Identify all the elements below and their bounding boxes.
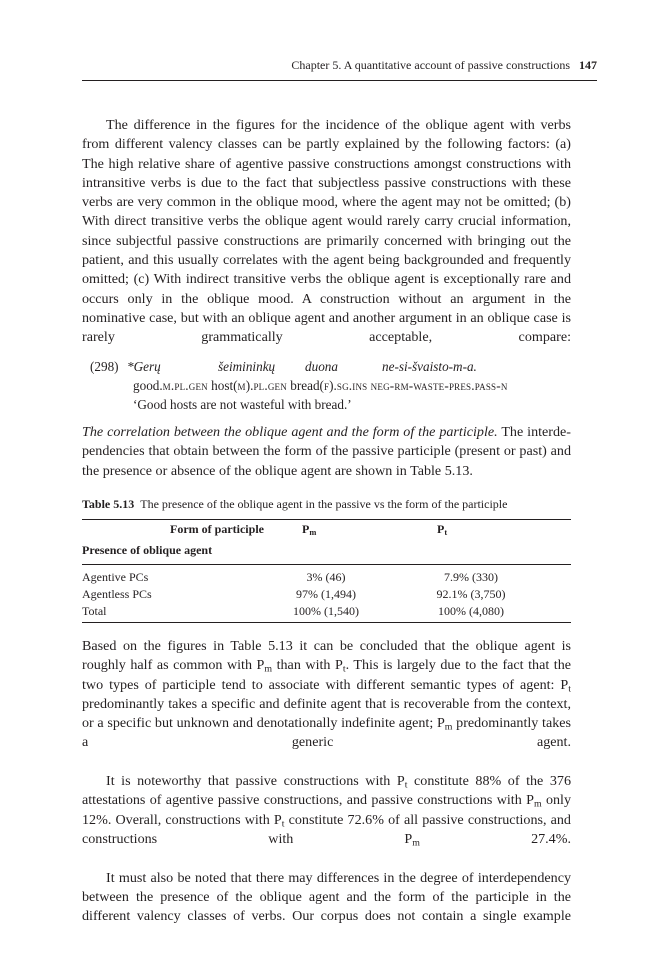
correlation-paragraph-block (82, 423, 571, 481)
table-caption (82, 497, 507, 512)
example-word: duona (305, 359, 338, 374)
gloss-stem: host( (207, 378, 238, 393)
table-caption-text: The presence of the oblique agent in the passive vs the form of the participle (140, 497, 508, 511)
gloss-tag: f (323, 378, 330, 393)
table-header-row (82, 520, 571, 541)
gloss-tag: pl.gen (253, 378, 287, 393)
header-rule (82, 80, 597, 81)
conclusion-paragraph-1: Based on the figures in Table 5.13 it can be concluded that the oblique agent is roughly half as common with $P_m$ than with $P_t$. This is largely due to the fact that the two types of participle tend to associate with different semantic types of agent: $P_t$ predominantly takes a specific and definite agent that is recoverable from the context, or a specific but unknown and denotationally indefinite agent; $P_m$ predominantly takes a generic agent. (82, 638, 571, 751)
cell-pt: 100% (4,080) (438, 604, 504, 618)
cell-pm: 100% (1,540) (293, 604, 359, 618)
row-label: Agentive PCs (82, 570, 149, 584)
row-label: Total (82, 604, 107, 618)
example-word: *Gerų (127, 359, 161, 374)
table-row (82, 568, 571, 585)
page-number: 147 (579, 58, 597, 72)
gloss-stem: bread( (286, 378, 324, 393)
cell-pt: 7.9% (330) (444, 570, 498, 584)
gloss-stem: good. (133, 378, 163, 393)
cell-pt: 92.1% (3,750) (436, 587, 506, 601)
section-run-in-heading: The correlation between the oblique agent and the form of the participle. (82, 424, 498, 440)
example-number: (298) (90, 359, 119, 374)
header-pm: $P_m$ (302, 522, 317, 538)
row-label: Agentless PCs (82, 587, 152, 601)
table-row (82, 602, 571, 619)
conclusion-block (82, 637, 571, 946)
table-5-13 (82, 519, 571, 623)
table-row (82, 585, 571, 602)
example-words-line (90, 357, 508, 376)
example-298 (90, 357, 508, 414)
conclusion-paragraph-3: It must also be noted that there may differences in the degree of interdependency between the presence of the oblique agent and the form of the participle in the different valency classes of verbs. Our corpus does not contain a single example (82, 869, 571, 925)
header-pt: $P_t$ (437, 522, 448, 538)
table-header-row-2 (82, 541, 571, 559)
gloss-tag: m (237, 378, 246, 393)
cell-pm: 3% (46) (306, 570, 346, 584)
correlation-text: The interdependencies that obtain between the form of the passive participle (present or past) and the presence or absence of the oblique agent are shown in Table 5.13. (82, 424, 571, 479)
example-translation: ‘Good hosts are not wasteful with bread.’ (133, 397, 352, 412)
header-presence-of-oblique-agent: Presence of oblique agent (82, 543, 213, 557)
correlation-paragraph (82, 423, 571, 481)
table-label: Table 5.13 (82, 497, 135, 511)
running-title: Chapter 5. A quantitative account of passive constructions (291, 58, 570, 72)
gloss-tag: m.pl.gen (162, 378, 208, 393)
gloss-tag: neg-rm-waste-pres.pass-n (370, 378, 508, 393)
table-body (82, 565, 571, 622)
header-form-of-participle: Form of participle (170, 522, 264, 536)
cell-pm: 97% (1,494) (296, 587, 356, 601)
conclusion-paragraph-2: It is noteworthy that passive constructions with $P_t$ constitute 88% of the 376 attestations of agentive passive constructions, and passive constructions with $P_m$ only 12%. Overall, constructions with $P_t$ constitute 72.6% of all passive constructions, and constructions with $P_m$ 27.4%. (82, 773, 571, 849)
gloss-tag: sg.ins (336, 378, 368, 393)
example-word: šeimininkų (218, 359, 276, 374)
intro-paragraph: The difference in the figures for the incidence of the oblique agent with verbs from different valency classes can be partly explained by the following factors: (a) The high relative share of agentive passive constructions amongst constructions with intransitive verbs is due to the fact that subjectless passive constructions with these verbs are very common in the oblique mood, where the agent may not be omitted; (b) With direct transitive verbs the oblique agent would rarely carry crucial information, since subjectful passive constructions are primarily concerned with bringing out the patient, and this usually correlates with the agent being backgrounded and frequently omitted; (c) With indirect transitive verbs the oblique agent is exceptionally rare and occurs only in the oblique mood. A construction without an argument in the nominative case, but with an oblique agent and another argument in an oblique case is rarely grammatically acceptable, compare: (82, 117, 571, 346)
example-gloss-line (90, 376, 508, 395)
running-header (82, 58, 597, 78)
gloss-stem: ). (245, 378, 254, 393)
intro-paragraph-block (82, 116, 571, 367)
gloss-stem: ). (329, 378, 337, 393)
example-word: ne-si-švaisto-m-a. (382, 359, 477, 374)
table-bottom-rule (82, 622, 571, 623)
